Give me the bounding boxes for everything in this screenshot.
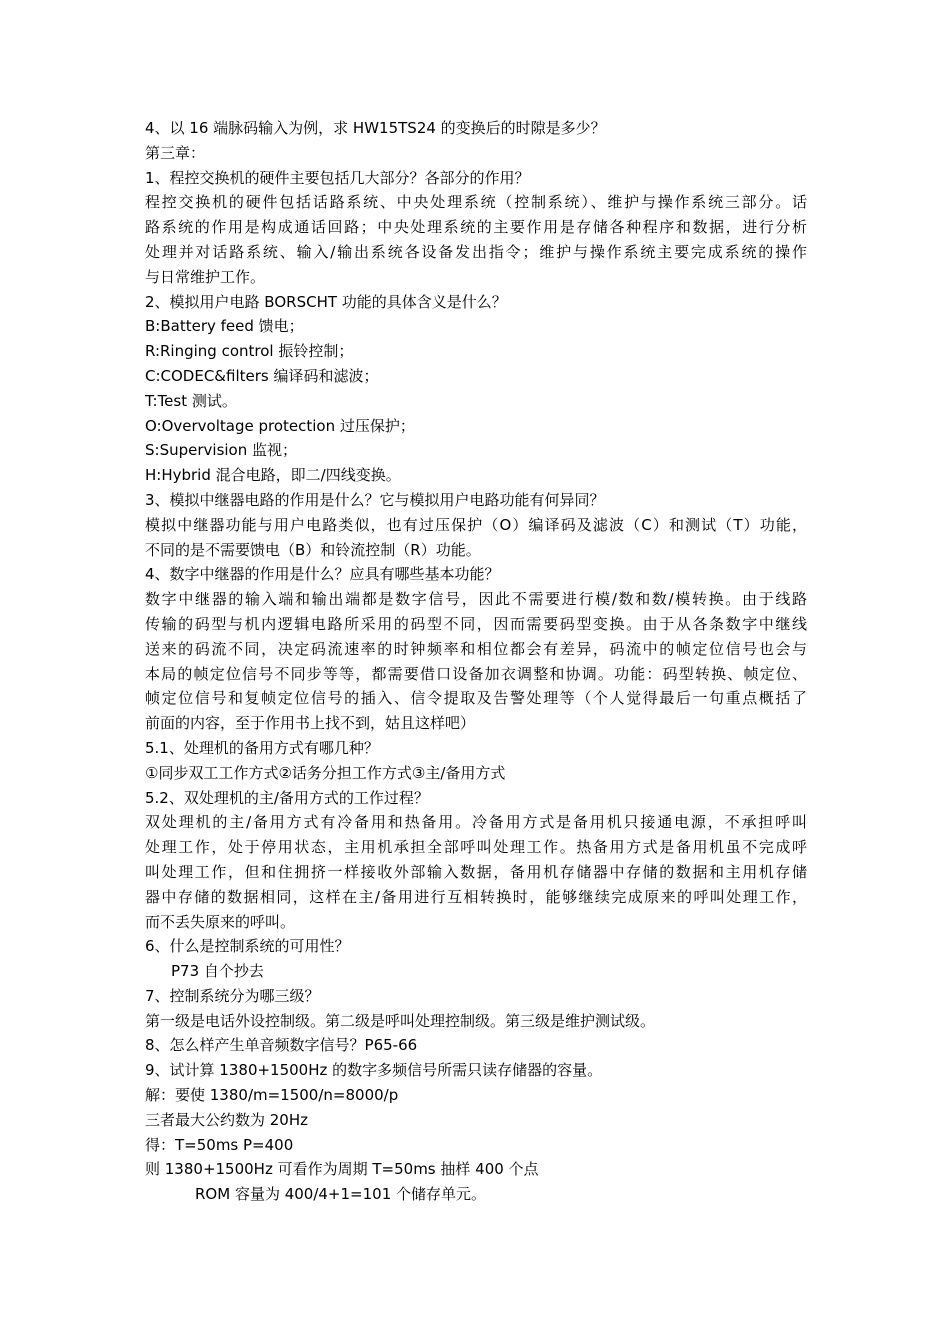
answer-line: 路系统的作用是构成通话回路；中央处理系统的主要作用是存储各种程序和数据，进行分析 [145,218,807,237]
question-line: 5.1、处理机的备用方式有哪几种？ [145,738,379,757]
answer-line: C:CODEC&filters 编译码和滤波； [145,366,379,385]
answer-line: S:Supervision 监视； [145,441,297,460]
answer-line: 数字中继器的输入端和输出端都是数字信号，因此不需要进行模/数和数/模转换。由于线路 [145,590,807,609]
answer-line: T:Test 测试。 [145,391,237,410]
answer-line: 则 1380+1500Hz 可看作为周期 T=50ms 抽样 400 个点 [145,1160,539,1179]
chapter-heading: 第三章： [145,143,206,162]
answer-line: 解：要使 1380/m=1500/n=8000/p [145,1086,399,1105]
answer-line: 本局的帧定位信号不同步等等，都需要借口设备加衣调整和协调。功能：码型转换、帧定位、 [145,664,807,683]
answer-line: R:Ringing control 振铃控制； [145,342,354,361]
document-page [145,116,807,1207]
question-line: 5.2、双处理机的主/备用方式的工作过程？ [145,788,429,807]
question-line: 6、什么是控制系统的可用性？ [145,937,350,956]
answer-line: 程控交换机的硬件包括话路系统、中央处理系统（控制系统）、维护与操作系统三部分。话 [145,193,807,212]
answer-line: O:Overvoltage protection 过压保护； [145,416,415,435]
answer-line: 与日常维护工作。 [145,267,266,286]
answer-line: 模拟中继器功能与用户电路类似，也有过压保护（O）编译码及滤波（C）和测试（T）功能， [145,515,807,534]
question-line: 3、模拟中继器电路的作用是什么？它与模拟用户电路功能有何异同？ [145,490,605,509]
answer-line: 而不丢失原来的呼叫。 [145,912,296,931]
question-line: 7、控制系统分为哪三级？ [145,986,320,1005]
answer-line: 送来的码流不同，决定码流速率的时钟频率和相位都会有差异，码流中的帧定位信号也会与 [145,639,807,658]
answer-line: P73 自个抄去 [171,962,264,981]
question-line: 8、怎么样产生单音频数字信号？P65-66 [145,1036,418,1055]
answer-line: H:Hybrid 混合电路，即二/四线变换。 [145,466,401,485]
answer-line: 器中存储的数据相同，这样在主/备用进行互相转换时，能够继续完成原来的呼叫处理工作， [145,887,807,906]
answer-line: 第一级是电话外设控制级。第二级是呼叫处理控制级。第三级是维护测试级。 [145,1011,656,1030]
answer-line: ①同步双工工作方式②话务分担工作方式③主/备用方式 [145,763,506,782]
answer-line: 叫处理工作，但和住拥挤一样接收外部输入数据，备用机存储器中存储的数据和主用机存储 [145,862,807,881]
answer-line: 帧定位信号和复帧定位信号的插入、信令提取及告警处理等（个人觉得最后一句重点概括了 [145,689,807,708]
question-line: 4、数字中继器的作用是什么？应具有哪些基本功能？ [145,565,500,584]
question-line: 1、程控交换机的硬件主要包括几大部分？各部分的作用？ [145,168,530,187]
question-line: 2、模拟用户电路 BORSCHT 功能的具体含义是什么？ [145,292,507,311]
answer-line: 双处理机的主/备用方式有冷备用和热备用。冷备用方式是备用机只接通电源，不承担呼叫 [145,813,807,832]
answer-line: 前面的内容，至于作用书上找不到，姑且这样吧） [145,714,476,733]
answer-line: 不同的是不需要馈电（B）和铃流控制（R）功能。 [145,540,481,559]
question-line: 4、以 16 端脉码输入为例，求 HW15TS24 的变换后的时隙是多少？ [145,119,606,137]
answer-line: 三者最大公约数为 20Hz [145,1110,309,1129]
answer-line: 处理并对话路系统、输入/输出系统各设备发出指令；维护与操作系统主要完成系统的操作 [145,242,807,261]
answer-line: B:Battery feed 馈电； [145,317,304,336]
answer-line: 处理工作，处于停用状态，主用机承担全部呼叫处理工作。热备用方式是备用机虽不完成呼 [145,838,807,857]
question-line: 9、试计算 1380+1500Hz 的数字多频信号所需只读存储器的容量。 [145,1061,603,1080]
answer-line: 得：T=50ms P=400 [145,1135,294,1154]
answer-line: ROM 容量为 400/4+1=101 个储存单元。 [195,1185,487,1204]
answer-line: 传输的码型与机内逻辑电路所采用的码型不同，因而需要码型变换。由于从各条数字中继线 [145,614,807,633]
